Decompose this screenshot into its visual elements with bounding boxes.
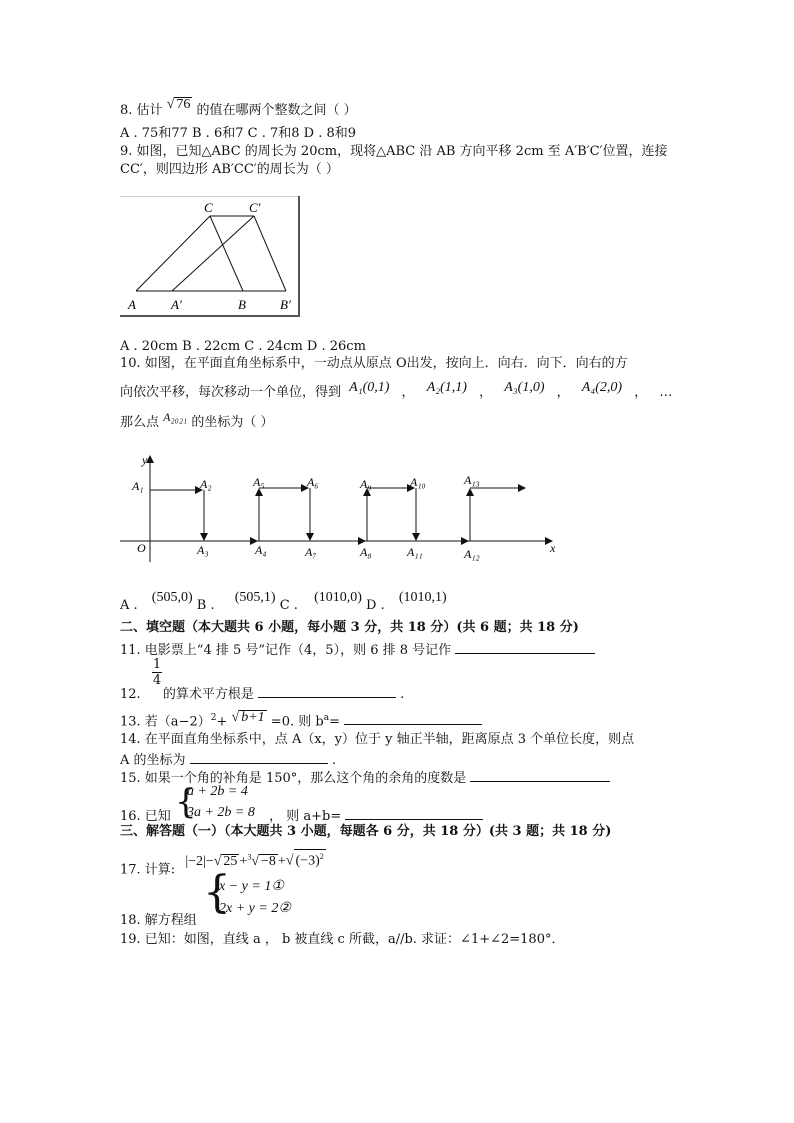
q8-prefix: 8. 估计 [120, 103, 163, 118]
q18: 18. 解方程组 [120, 913, 197, 928]
q13-radicand: b+1 [241, 710, 265, 726]
q13-exponent-a: a [323, 713, 330, 723]
q10-label-a12: A₁₂ [464, 547, 480, 561]
q12-end: . [400, 687, 405, 702]
q18-system [203, 867, 313, 919]
q10-sep-2: ， [479, 385, 493, 400]
q10-option-d-label: D . [366, 598, 385, 613]
q10-label-a13: A₁₃ [464, 473, 480, 487]
q13-exponent: 2 [210, 713, 217, 723]
q12-text: 的算术平方根是 [162, 687, 254, 702]
q10-line3-text: 那么点 [120, 415, 160, 430]
q17-radicand-2: −8 [261, 853, 276, 869]
q10-point-a3: A₃(1,0) [504, 380, 545, 395]
q10-line2 [120, 380, 673, 401]
q13-equals: = [329, 714, 340, 730]
q9-options: A . 20cm B . 22cm C . 24cm D . 26cm [120, 339, 366, 354]
q17-radicand-3: (−3) [295, 853, 320, 869]
q10-label-a10: A₁₀ [410, 475, 426, 489]
q9-label-bp: B′ [280, 297, 291, 312]
q12-fraction [152, 657, 162, 688]
q12-fraction-numerator: 1 [152, 657, 162, 672]
q9-label-a: A [128, 297, 136, 312]
q10-label-a7: A₇ [305, 545, 317, 559]
q11 [120, 640, 595, 659]
q12 [120, 657, 405, 703]
q17-exponent: 2 [319, 852, 324, 861]
q9-label-c: C [204, 200, 213, 215]
q9-label-b: B [238, 297, 246, 312]
q8-stem [120, 97, 357, 119]
section-2-heading: 二、填空题（本大题共 6 小题，每小题 3 分，共 18 分）(共 6 题；共 18 分) [120, 620, 579, 635]
q18-brace: { [203, 867, 231, 918]
q10-point-a1: A₁(0,1) [349, 380, 390, 395]
q16-system [174, 782, 265, 822]
q13-suffix: =0. 则 b [270, 714, 324, 730]
q9-figure [120, 196, 302, 318]
q16-equation-1: a + 2b = 4 [186, 784, 248, 799]
q10-option-b-label: B . [196, 598, 215, 613]
q8-suffix: 的值在哪两个整数之间（ ） [196, 103, 357, 118]
q10-label-a11: A₁₁ [407, 545, 423, 559]
q10-label-a5: A₅ [253, 475, 265, 489]
q10-label-a6: A₆ [307, 475, 319, 489]
section-3-heading: 三、解答题（一）（本大题共 3 小题，每题各 6 分，共 18 分）(共 3 题；共 18 分) [120, 824, 612, 839]
q13-prefix: 13. 若（a−2） [120, 714, 211, 730]
q10-sep-3: ， [556, 385, 570, 400]
q10-point-a4: A₄(2,0) [581, 380, 623, 395]
q8-radicand: 76 [176, 97, 191, 112]
q16 [120, 782, 483, 825]
q17-abs: |−2|− [185, 853, 214, 869]
q9-line1: 9. 如图，已知△ABC 的周长为 20cm，现将△ABC 沿 AB 方向平移 2cm 至 A′B′C′位置，连接 [120, 144, 668, 159]
q17-cbrt: √ −8 [251, 853, 276, 869]
q17-radicand-1: 25 [223, 853, 238, 869]
q17-sqrt-1: √ 25 [213, 853, 238, 869]
q12-number: 12. [120, 687, 141, 702]
q10-option-b: (505,1) [234, 590, 276, 605]
q13 [120, 710, 482, 730]
q10-sep-4: ， [634, 385, 648, 400]
q10-label-a1: A₁ [132, 479, 144, 493]
q10-label-x: x [550, 541, 556, 555]
q18-equation-1: x − y = 1① [219, 879, 284, 894]
q10-sep-1: ， [401, 385, 415, 400]
q15-answer-blank[interactable] [470, 768, 610, 782]
q14-line2-text: A 的坐标为 [120, 753, 186, 768]
q10-label-o: O [137, 541, 146, 555]
q10-option-a: (505,0) [151, 590, 193, 605]
q9-label-ap: A′ [171, 297, 182, 312]
q10-label-a8: A₈ [360, 545, 372, 559]
q10-line2-text: 向依次平移，每次移动一个单位，得到 [120, 385, 342, 400]
q17-number: 17. 计算: [120, 862, 176, 878]
q12-answer-blank[interactable] [258, 684, 396, 698]
q19: 19. 已知：如图，直线 a ， b 被直线 c 所截，a//b. 求证：∠1+∠2=180°． [120, 932, 565, 947]
q16-brace: { [174, 782, 197, 822]
q16-equation-2: 3a + 2b = 8 [186, 805, 255, 820]
q14-answer-blank[interactable] [190, 750, 328, 764]
q10-label-a4: A₄ [255, 543, 267, 557]
q11-text: 11. 电影票上“4 排 5 号”记作（4，5），则 6 排 8 号记作 [120, 643, 452, 658]
q13-sqrt: √ b+1 [231, 710, 265, 726]
q10-point-a2: A₂(1,1) [426, 380, 467, 395]
q10-label-a2: A₂ [200, 477, 212, 491]
q10-option-d: (1010,1) [398, 590, 447, 605]
q9-label-cp: C′ [249, 200, 261, 215]
q10-line1: 10. 如图，在平面直角坐标系中，一动点从原点 O出发，按向上．向右．向下．向右的方 [120, 356, 628, 371]
q14-line1: 14. 在平面直角坐标系中，点 A（x，y）位于 y 轴正半轴，距离原点 3 个单位长度，则点 [120, 732, 635, 747]
q10-label-a9: A₉ [360, 477, 372, 491]
q8-sqrt: √ 76 [166, 97, 191, 112]
q10-line3-end: 的坐标为（ ） [191, 415, 274, 430]
q8-options: A . 75和77 B . 6和7 C . 7和8 D . 8和9 [120, 126, 357, 141]
q9-line2: CC′，则四边形 AB′CC′的周长为（ ） [120, 162, 339, 177]
q10-line3 [120, 410, 274, 431]
q13-answer-blank[interactable] [344, 711, 482, 725]
q17-cube-index: 3 [247, 852, 252, 861]
q14-end: . [331, 753, 336, 768]
q10-graph [120, 448, 570, 566]
q14-line2 [120, 750, 336, 769]
q13-plus: + [216, 714, 228, 730]
q17-plus-2: + [277, 853, 286, 869]
q17-plus-1: + [239, 853, 248, 869]
q11-answer-blank[interactable] [455, 640, 595, 654]
q16-answer-blank[interactable] [345, 806, 483, 820]
q16-number: 16. 已知 [120, 809, 171, 824]
q10-target-point: A₂₀₂₁ [163, 410, 188, 424]
q10-option-c: (1010,0) [314, 590, 362, 605]
q17-sqrt-3: √ $(-3)^2$ [286, 849, 326, 870]
q15-text: 15. 如果一个角的补角是 150°，那么这个角的余角的度数是 [120, 771, 467, 786]
q10-label-a3: A₃ [197, 543, 209, 557]
q10-option-c-label: C . [279, 598, 298, 613]
q10-ellipsis: … [659, 385, 673, 400]
q10-label-y: y [142, 453, 148, 467]
q18-equation-2: 2x + y = 2② [219, 901, 291, 916]
q10-options [120, 590, 447, 614]
q10-option-a-label: A . [120, 598, 138, 613]
q16-middle: ， 则 a+b= [269, 809, 342, 824]
q12-fraction-denominator: 4 [152, 673, 162, 688]
